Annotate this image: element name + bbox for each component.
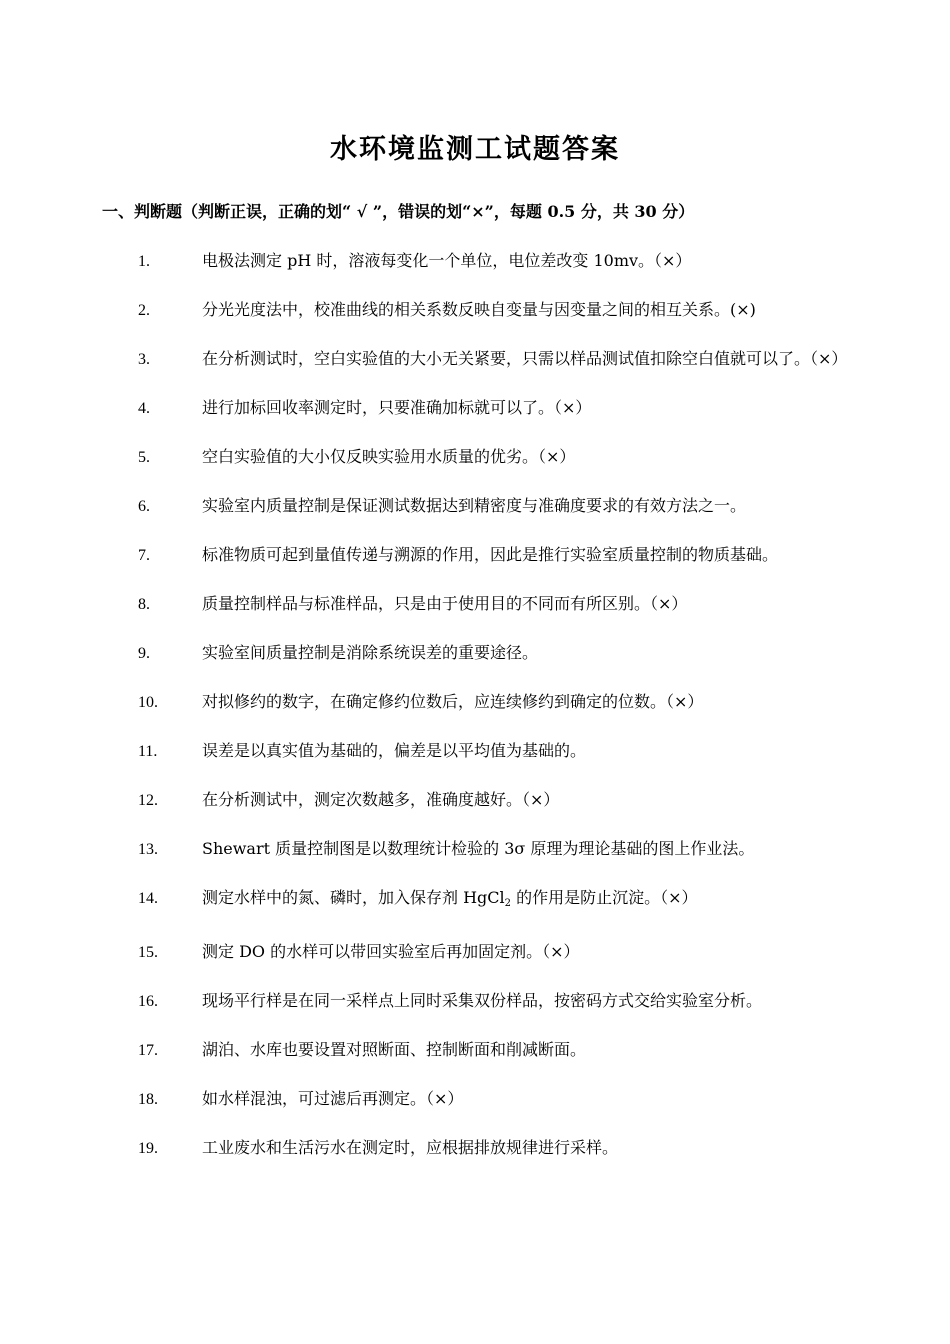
list-item xyxy=(102,586,864,623)
item-text: 标准物质可起到量值传递与溯源的作用，因此是推行实验室质量控制的物质基础。 xyxy=(202,545,779,564)
item-number: 3. xyxy=(138,351,150,368)
list-item xyxy=(102,1081,864,1118)
item-text: 实验室间质量控制是消除系统误差的重要途径。 xyxy=(202,643,539,662)
page-title: 水环境监测工试题答案 xyxy=(330,134,620,165)
item-text: 湖泊、水库也要设置对照断面、控制断面和削减断面。 xyxy=(202,1040,587,1059)
section-heading: 一、判断题（判断正误，正确的划“ √ ”，错误的划“×”，每题 0.5 分，共 30 分） xyxy=(102,202,695,221)
item-number: 19. xyxy=(138,1140,158,1157)
item-text: 空白实验值的大小仅反映实验用水质量的优劣。（×） xyxy=(202,447,576,466)
item-text: Shewart 质量控制图是以数理统计检验的 3σ 原理为理论基础的图上作业法。 xyxy=(202,839,755,858)
item-number: 16. xyxy=(138,993,158,1010)
item-text: 工业废水和生活污水在测定时，应根据排放规律进行采样。 xyxy=(202,1138,619,1157)
list-item xyxy=(102,880,864,922)
item-text: 测定 DO 的水样可以带回实验室后再加固定剂。（×） xyxy=(202,942,580,961)
list-item xyxy=(102,1130,864,1167)
list-item xyxy=(102,537,864,574)
item-number: 5. xyxy=(138,449,150,466)
list-item xyxy=(102,390,864,427)
item-text: 实验室内质量控制是保证测试数据达到精密度与准确度要求的有效方法之一。 xyxy=(202,496,747,515)
item-number: 11. xyxy=(138,743,158,760)
item-number: 10. xyxy=(138,694,158,711)
item-text: 进行加标回收率测定时，只要准确加标就可以了。（×） xyxy=(202,398,592,417)
list-item xyxy=(102,1032,864,1069)
list-item xyxy=(102,782,864,819)
list-item xyxy=(102,292,864,329)
item-number: 6. xyxy=(138,498,150,515)
question-list xyxy=(102,243,864,1179)
item-number: 17. xyxy=(138,1042,158,1059)
item-number: 18. xyxy=(138,1091,158,1108)
item-text-after: 的作用是防止沉淀。（×） xyxy=(511,888,698,907)
item-text-before: 测定水样中的氮、磷时，加入保存剂 HgCl xyxy=(202,888,505,907)
list-item xyxy=(102,439,864,476)
item-text: 在分析测试中，测定次数越多，准确度越好。（×） xyxy=(202,790,560,809)
subscript: 2 xyxy=(504,898,512,909)
list-item xyxy=(102,934,864,971)
item-number: 7. xyxy=(138,547,150,564)
list-item xyxy=(102,488,864,525)
item-text: 在分析测试时，空白实验值的大小无关紧要，只需以样品测试值扣除空白值就可以了。（×） xyxy=(202,349,848,368)
item-text: 现场平行样是在同一采样点上同时采集双份样品，按密码方式交给实验室分析。 xyxy=(202,991,763,1010)
item-number: 9. xyxy=(138,645,150,662)
list-item xyxy=(102,684,864,721)
item-number: 4. xyxy=(138,400,150,417)
list-item xyxy=(102,341,864,378)
item-number: 14. xyxy=(138,890,158,907)
item-number: 1. xyxy=(138,253,150,270)
list-item xyxy=(102,983,864,1020)
list-item xyxy=(102,635,864,672)
list-item xyxy=(102,243,864,280)
item-text: 对拟修约的数字，在确定修约位数后，应连续修约到确定的位数。（×） xyxy=(202,692,704,711)
item-number: 2. xyxy=(138,302,150,319)
item-text: 分光光度法中，校准曲线的相关系数反映自变量与因变量之间的相互关系。(×) xyxy=(202,300,756,319)
list-item xyxy=(102,733,864,770)
item-number: 15. xyxy=(138,944,158,961)
item-number: 8. xyxy=(138,596,150,613)
item-text: 误差是以真实值为基础的，偏差是以平均值为基础的。 xyxy=(202,741,587,760)
item-number: 13. xyxy=(138,841,158,858)
item-text: 电极法测定 pH 时，溶液每变化一个单位，电位差改变 10mv。（×） xyxy=(202,251,692,270)
item-text: 质量控制样品与标准样品，只是由于使用目的不同而有所区别。（×） xyxy=(202,594,688,613)
list-item xyxy=(102,831,864,868)
item-text: 如水样混浊，可过滤后再测定。（×） xyxy=(202,1089,464,1108)
item-number: 12. xyxy=(138,792,158,809)
